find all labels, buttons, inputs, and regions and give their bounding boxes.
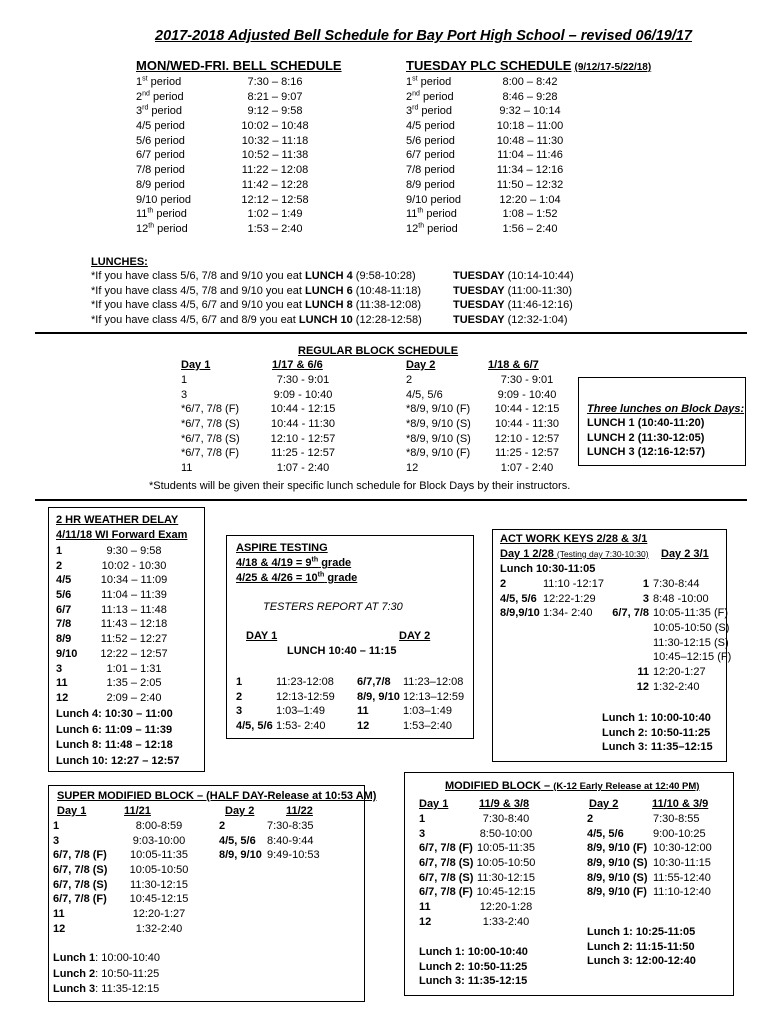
act-lunches [602,712,713,756]
period-time: 11:52 – 12:27 [100,633,168,646]
regular-day2-label: Day 2 [406,359,436,371]
regular-block-note: *Students will be given their specific lunch schedule for Block Days by their instructors. [149,480,571,492]
period-label: 5/6 [56,589,72,602]
act-day1-label: Day 1 2/28 (Testing day 7:30-10:30) [500,548,649,560]
modified-lunch: Lunch 1: 10:25-11:05 [587,926,696,938]
period-time: 9:12 – 9:58 [247,105,303,118]
act-day2-periods [605,578,649,696]
lunch-tuesday-time: TUESDAY (11:46-12:16) [453,299,573,312]
period-time: 7:30 - 9:01 [276,374,330,386]
period-label: 7/8 period [406,164,455,177]
super-day2-label: Day 2 [225,805,255,817]
super-lunch: Lunch 3: 11:35-12:15 [53,983,160,995]
modified-day2-dates: 11/10 & 3/9 [652,798,709,810]
mwf-heading: MON/WED-FRI. BELL SCHEDULE [136,58,342,73]
period-time: 10:05-10:50 [129,864,189,877]
period-label: 11th period [136,207,187,221]
tuesday-heading: TUESDAY PLC SCHEDULE (9/12/17-5/22/18) [406,58,652,73]
aspire-day2-periods [357,676,400,735]
modified-lunches-day1 [419,946,528,990]
weather-lunch: Lunch 6: 11:09 – 11:39 [56,723,173,736]
aspire-day1: DAY 1 [246,630,278,642]
lunch-rules [91,270,422,329]
super-heading: SUPER MODIFIED BLOCK – (HALF DAY-Release at 10:53 AM) [57,790,377,802]
period-label: 11 [637,666,649,679]
regular-day2-periods [406,374,471,477]
act-lunch: Lunch 10:30-11:05 [500,563,596,575]
period-label: *6/7, 7/8 (S) [181,418,240,431]
period-label: 3 [419,827,426,840]
period-time: 9:09 - 10:40 [273,388,333,401]
period-label: 9/10 period [406,193,462,206]
period-time: 10:32 – 11:18 [241,134,309,147]
period-label: 12 [357,720,370,733]
modified-day1-label: Day 1 [419,798,449,810]
period-time: 11:04 – 11:46 [497,149,563,162]
mwf-periods [136,76,191,238]
aspire-day2-times [403,676,464,735]
period-time: 8:40-9:44 [267,834,314,847]
period-time: 1:53- 2:40 [276,720,326,733]
period-time: 12:20-1:28 [479,901,533,914]
period-label: 2 [236,690,243,703]
period-label: 6/7, 7/8 (F) [53,849,107,862]
period-time: 11:04 – 11:39 [101,589,167,602]
period-time: 1:56 – 2:40 [502,222,558,235]
period-time: 10:52 – 11:38 [241,149,309,162]
super-lunch: Lunch 1: 10:00-10:40 [53,952,161,964]
period-label: 8/9 [56,633,72,646]
period-time: 10:45-12:15 [129,893,189,906]
modified-lunch: Lunch 3: 12:00-12:40 [587,955,696,968]
period-time: 11:25 - 12:57 [270,447,335,460]
super-day2-times [267,820,320,864]
period-label: 8/9, 9/10 [219,849,262,862]
period-label: 12 [56,691,69,704]
period-time: 11:10-12:40 [653,886,711,899]
period-label: 9/10 [56,647,78,660]
period-time: 7:30-8:35 [267,820,314,832]
modified-block-box [404,772,734,996]
super-day1-times [109,820,209,938]
period-time: 10:44 - 11:30 [494,418,559,431]
period-time: 10:34 – 11:09 [100,574,168,587]
period-time: 10:30-12:00 [653,842,712,855]
period-time: 1:33-2:40 [482,915,530,928]
period-time: 1:03–1:49 [403,705,452,718]
period-time: 8:50-10:00 [479,827,533,840]
block-lunch: LUNCH 1 (10:40-11:20) [587,417,705,429]
period-time: 11:34 – 12:16 [496,164,564,177]
period-time: 12:22-1:29 [543,592,596,605]
period-label: 3 [642,592,649,605]
divider [35,332,747,334]
period-time: 1:53 – 2:40 [247,222,303,235]
regular-day1-label: Day 1 [181,359,211,371]
period-label: 3 [53,834,60,847]
period-label: 8/9, 9/10 (F) [587,842,647,855]
period-time: 9:09 - 10:40 [497,388,557,401]
super-day1-periods [53,820,107,938]
period-time: 11:30-12:15 (S) [653,636,729,649]
period-label: 6/7 period [136,149,185,162]
period-time: 1:07 - 2:40 [276,462,330,475]
tuesday-periods [406,76,461,238]
aspire-testing-box [226,535,474,739]
period-time: 12:20-1:27 [132,908,186,921]
aspire-9th-grade: 4/18 & 4/19 = 9th grade [236,556,352,569]
period-label: 11 [181,462,193,475]
period-label: 3rd period [406,104,452,118]
period-label: 1 [419,813,426,825]
period-time: 12:13-12:59 [276,690,335,703]
period-label: 1 [56,545,63,557]
period-label: 12 [406,462,419,475]
period-label: 6/7, 7/8 (F) [53,893,107,906]
super-day1-label: Day 1 [57,805,87,817]
period-time: 10:48 – 11:30 [496,134,564,147]
period-label: 8/9 period [136,178,185,191]
act-day1-times [543,578,604,622]
period-time: 9:32 – 10:14 [499,105,561,118]
regular-day1-dates: 1/17 & 6/6 [272,359,323,371]
period-time: 12:20-1:27 [653,666,706,679]
period-time: 1:03–1:49 [276,705,325,718]
super-day1-dates: 11/21 [124,805,151,817]
period-time: 1:08 – 1:52 [502,208,558,221]
period-time: 10:45–12:15 (F) [653,651,732,664]
period-time: 10:05-11:35 (F) [653,607,729,620]
block-lunches-list [587,417,705,461]
modified-day2-label: Day 2 [589,798,619,810]
period-label: 2 [56,559,63,572]
aspire-day2: DAY 2 [399,630,431,642]
period-time: 8:46 – 9:28 [502,90,558,103]
period-time: 11:50 – 12:32 [496,178,564,191]
period-label: 12 [53,922,66,935]
period-time: 8:00-8:59 [135,820,183,832]
period-label: 11th period [406,207,457,221]
period-time: 12:12 – 12:58 [241,193,309,206]
period-label: 3 [56,662,63,675]
period-time: 9:30 – 9:58 [106,545,162,557]
modified-day2-times [653,813,712,901]
period-time: 10:45-12:15 [476,886,536,899]
period-time: 11:23-12:08 [276,676,334,688]
weather-lunch: Lunch 10: 12:27 – 12:57 [56,754,180,767]
act-lunch: Lunch 1: 10:00-10:40 [602,712,711,724]
period-label [605,637,649,652]
period-time: 11:25 - 12:57 [494,447,559,460]
period-label: *8/9, 9/10 (S) [406,432,471,445]
aspire-day1-times [276,676,335,735]
period-time: 8:21 – 9:07 [247,90,303,103]
act-day2-times [653,578,731,696]
period-label: 11 [419,901,431,914]
period-label: 2 [500,578,507,590]
period-time: 12:20 – 1:04 [499,193,561,206]
regular-block-heading: REGULAR BLOCK SCHEDULE [298,345,459,357]
lunches-heading: LUNCHES: [91,256,148,268]
period-label: 6/7, 7/8 (S) [419,871,474,884]
period-label: 8/9, 9/10 (F) [587,886,647,899]
modified-day1-times [461,813,551,931]
period-label: 4/5, 5/6 [406,388,443,401]
period-label: 1st period [406,75,452,88]
page-title: 2017-2018 Adjusted Bell Schedule for Bay Port High School – revised 06/19/17 [155,28,692,44]
period-time: 11:42 – 12:28 [241,178,309,191]
period-label: 4/5 period [406,120,455,133]
period-time: 7:30-8:55 [653,813,700,825]
period-label: 9/10 period [136,193,192,206]
period-label: 4/5, 5/6 [500,592,537,605]
period-time: 1:34- 2:40 [543,607,593,620]
aspire-lunch: LUNCH 10:40 – 11:15 [287,645,397,657]
period-label: *8/9, 9/10 (F) [406,403,471,416]
modified-lunches-day2 [587,926,696,970]
weather-periods [56,545,77,707]
modified-lunch: Lunch 2: 11:15-11:50 [587,940,695,953]
period-time: 10:44 - 12:15 [494,403,560,416]
period-time: 12:22 – 12:57 [100,647,168,660]
period-label: *8/9, 9/10 (S) [406,418,471,431]
period-label: 3rd period [136,104,182,118]
aspire-day1-periods [236,676,273,735]
regular-day2-times [482,374,572,477]
period-label: 2nd period [406,90,454,103]
period-label: 1st period [136,75,182,88]
block-lunches-box [578,377,746,466]
period-label: 6/7, 7/8 (S) [419,857,474,870]
period-label: 2nd period [136,90,184,103]
period-label: 4/5 period [136,120,185,133]
period-time: 10:44 - 11:30 [270,418,335,431]
period-time: 10:44 - 12:15 [270,403,336,416]
period-label: 6/7, 7/8 (S) [53,864,108,877]
act-day1-periods [500,578,540,622]
period-label: 1 [642,578,649,590]
super-lunch: Lunch 2: 10:50-11:25 [53,967,160,980]
period-time: 1:02 – 1:49 [247,208,303,221]
period-label: 8/9 period [406,178,455,191]
period-label: 11 [56,677,68,690]
period-label: 8/9, 9/10 (S) [587,857,648,870]
regular-day1-periods [181,374,240,477]
period-time: 10:02 - 10:30 [101,559,167,572]
period-label: 8/9, 9/10 (S) [587,871,648,884]
period-time: 11:30-12:15 [130,878,188,891]
period-label: 12th period [136,222,188,235]
period-time: 2:09 – 2:40 [106,691,162,704]
period-time: 11:10 -12:17 [543,578,604,590]
period-time: 11:30-12:15 [477,871,535,884]
period-time: 8:00 – 8:42 [502,76,558,88]
weather-heading: 2 HR WEATHER DELAY [56,514,179,526]
period-label: *6/7, 7/8 (F) [181,403,240,416]
period-time: 10:30-11:15 [653,857,711,870]
period-time: 10:05-11:35 [477,842,535,855]
period-label: 6/7, 7/8 (F) [419,886,473,899]
period-label [605,622,649,637]
period-time: 1:53–2:40 [403,720,452,733]
period-label: 2 [219,820,226,832]
period-time: 11:13 – 11:48 [101,603,167,616]
period-label: 6/7 [56,603,72,616]
period-label: 2 [587,813,594,825]
period-time: 7:30 – 8:16 [247,76,303,88]
act-lunch: Lunch 3: 11:35–12:15 [602,741,713,754]
lunch-rule: *If you have class 4/5, 7/8 and 9/10 you eat LUNCH 6 (10:48-11:18) [91,284,422,297]
period-time: 7:30-8:40 [482,813,530,825]
period-time: 8:48 -10:00 [653,592,709,605]
period-time: 10:18 – 11:00 [496,120,564,133]
period-time: 10:02 – 10:48 [241,120,309,133]
super-lunches [53,952,160,999]
lunch-rule: *If you have class 4/5, 6/7 and 9/10 you eat LUNCH 8 (11:38-12:08) [91,299,422,312]
act-lunch: Lunch 2: 10:50-11:25 [602,726,711,739]
lunch-tuesday-time: TUESDAY (10:14-10:44) [453,270,574,282]
period-label: *6/7, 7/8 (F) [181,447,240,460]
weather-times [89,545,179,707]
period-label: 5/6 period [136,134,185,147]
weather-lunch: Lunch 8: 11:48 – 12:18 [56,739,173,751]
period-time: 11:55-12:40 [653,871,711,884]
period-time: 1:01 – 1:31 [106,662,162,675]
period-label: 6/7, 7/8 [612,607,649,620]
period-label: 12 [419,915,432,928]
lunch-rule: *If you have class 5/6, 7/8 and 9/10 you eat LUNCH 4 (9:58-10:28) [91,270,416,282]
period-time: 9:49-10:53 [267,849,320,862]
period-label: 12 [636,680,649,693]
block-lunch: LUNCH 3 (12:16-12:57) [587,446,705,459]
period-time: 7:30-8:44 [653,578,700,590]
weather-lunch: Lunch 4: 10:30 – 11:00 [56,708,173,720]
modified-day2-periods [587,813,648,901]
super-day2-periods [219,820,262,864]
modified-lunch: Lunch 3: 11:35-12:15 [419,975,528,988]
block-lunches-title: Three lunches on Block Days: [587,403,745,415]
period-time: 7:30 - 9:01 [500,374,554,386]
period-time: 10:05-10:50 (S) [653,622,730,635]
period-label [605,651,649,666]
period-label: 8/9, 9/10 [357,690,400,703]
period-label: 4/5 [56,574,72,587]
modified-lunch: Lunch 2: 10:50-11:25 [419,960,528,973]
period-time: 1:32-2:40 [135,922,183,935]
period-time: 12:10 - 12:57 [494,432,560,445]
period-label: 4/5, 5/6 [236,720,273,733]
period-label: 11 [357,705,369,718]
regular-day2-dates: 1/18 & 6/7 [488,359,539,371]
block-lunch: LUNCH 2 (11:30-12:05) [587,431,705,444]
period-label: 6/7 period [406,149,455,162]
period-label: 6/7, 7/8 (F) [419,842,473,855]
aspire-10th-grade: 4/25 & 4/26 = 10th grade [236,571,358,584]
period-time: 10:05-10:50 [476,857,536,870]
period-label: 7/8 [56,618,72,631]
period-label: 4/5, 5/6 [219,834,256,847]
period-label: 8/9,9/10 [500,607,540,620]
period-label: 6/7,7/8 [357,676,391,688]
period-label: 12th period [406,222,458,235]
weather-delay-box [48,507,205,772]
period-time: 1:07 - 2:40 [500,462,554,475]
act-work-keys-box [492,529,732,762]
period-label: 6/7, 7/8 (S) [53,878,108,891]
weather-lunches [56,708,180,770]
lunch-tuesday [453,270,574,329]
period-label: 5/6 period [406,134,455,147]
super-modified-box [48,785,377,1002]
period-time: 1:32-2:40 [653,680,700,693]
modified-day1-dates: 11/9 & 3/8 [479,798,530,810]
act-heading: ACT WORK KEYS 2/28 & 3/1 [500,533,648,545]
modified-lunch: Lunch 1: 10:00-10:40 [419,946,528,958]
period-time: 9:03-10:00 [132,834,186,847]
lunch-rule: *If you have class 4/5, 6/7 and 8/9 you eat LUNCH 10 (12:28-12:58) [91,314,422,327]
period-time: 11:23–12:08 [403,676,464,688]
modified-heading: MODIFIED BLOCK – (K-12 Early Release at 12:40 PM) [445,780,700,792]
aspire-heading: ASPIRE TESTING [236,542,328,554]
lunch-tuesday-time: TUESDAY (11:00-11:30) [453,284,573,297]
divider [35,499,747,501]
weather-subheading: 4/11/18 WI Forward Exam [56,529,188,541]
period-label: 3 [236,705,243,718]
period-label: *8/9, 9/10 (F) [406,447,471,460]
period-time: 11:43 – 12:18 [100,618,168,631]
super-day2-dates: 11/22 [286,805,313,817]
period-label: 11 [53,908,65,921]
period-time: 9:00-10:25 [653,827,706,840]
period-label: 1 [181,374,188,386]
period-label: 1 [53,820,60,832]
period-time: 1:35 – 2:05 [106,677,162,690]
period-time: 12:10 - 12:57 [270,432,336,445]
period-label: 2 [406,374,413,386]
mwf-times [230,76,320,238]
regular-day1-times [258,374,348,477]
period-time: 12:13–12:59 [403,690,465,703]
period-label: 3 [181,388,188,401]
act-day2-label: Day 2 3/1 [661,548,709,560]
period-label: 1 [236,676,243,688]
period-label: 4/5, 5/6 [587,827,624,840]
lunch-tuesday-time: TUESDAY (12:32-1:04) [453,314,568,327]
period-time: 11:22 – 12:08 [241,164,309,177]
period-time: 10:05-11:35 [130,849,188,862]
period-label: *6/7, 7/8 (S) [181,432,240,445]
period-label: 7/8 period [136,164,185,177]
aspire-testers-note: TESTERS REPORT AT 7:30 [263,601,403,613]
tuesday-times [485,76,575,238]
